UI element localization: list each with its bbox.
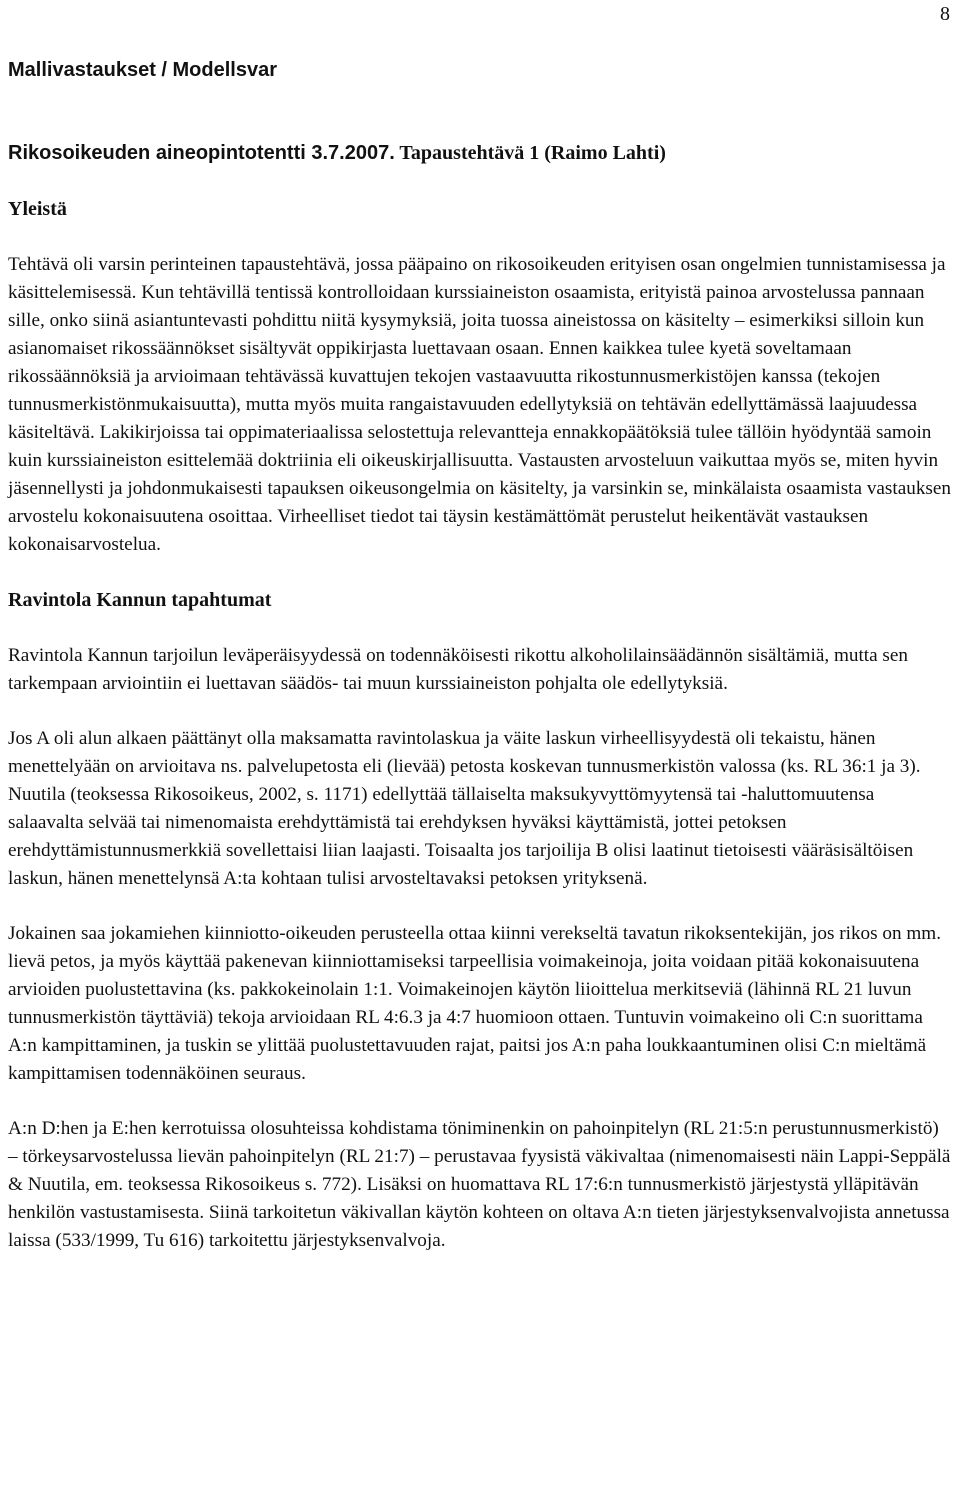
- events-paragraph-1: Ravintola Kannun tarjoilun leväperäisyydessä on todennäköisesti rikottu alkoholilainsäädännön sisältämiä, mutta sen tarkempaan arviointiin ei luettavan säädös- tai muun kurssiaineiston pohjalta ole edellytyksiä.: [8, 645, 909, 694]
- spacer: [8, 223, 952, 251]
- spacer: [8, 1088, 952, 1115]
- exam-title: [8, 139, 952, 167]
- document-header: Mallivastaukset / Modellsvar: [8, 59, 278, 81]
- general-paragraph: Tehtävä oli varsin perinteinen tapaustehtävä, jossa pääpaino on rikosoikeuden erityisen osan ongelmien tunnistamisessa ja käsittelemisessä. Kun tehtävillä tentissä kontrolloidaan kurssiaineiston osaamista, erityistä painoa arvostelussa pannaan sille, onko siinä asiantuntevasti pohdittu niitä kysymyksiä, joita tuossa aineistossa on käsitelty – esimerkiksi silloin kun asianomaiset rikossäännökset sisältyvät oppikirjasta luettavaan osaan. Ennen kaikkea tulee kyetä soveltamaan rikossäännöksiä ja arvioimaan tehtävässä kuvattujen tekojen vastaavuutta rikostunnusmerkistöjen kanssa (tekojen tunnusmerkistönmukaisuutta), mutta myös muita rangaistavuuden edellytyksiä on tehtävän edellyttämässä laajuudessa käsiteltävä. Lakikirjoissa tai oppimateriaalissa selostettuja relevantteja ennakkopäätöksiä tulee tällöin hyödyntää samoin kuin kurssiaineiston esittelemää doktriinia eli oikeuskirjallisuutta. Vastausten arvosteluun vaikuttaa myös se, miten hyvin jäsennellysti ja johdonmukaisesti tapauksen oikeusongelmia on käsitelty, ja varsinkin se, minkälaista osaamista vastauksen arvostelu kokonaisuutena osoittaa. Virheelliset tiedot tai täysin kestämättömät perustelut heikentävät vastauksen kokonaisarvostelua.: [8, 254, 952, 555]
- events-paragraph-3: Jokainen saa jokamiehen kiinniotto-oikeuden perusteella ottaa kiinni verekseltä tavatun rikoksentekijän, jos rikos on mm. lievä petos, ja myös käyttää pakenevan kiinniottamiseksi tarpeellisia voimakeinoja, joita voidaan pitää kokonaisuutena arvioiden puolustettavina (ks. pakkokeinolain 1:1. Voimakeinojen käytön liioittelua merkitseviä (lähinnä RL 21 luvun tunnusmerkistön täyttäviä) tekoja arvioidaan RL 4:6.3 ja 4:7 huomioon ottaen. Tuntuvin voimakeino oli C:n suorittama A:n kampittaminen, ja tuskin se ylittää puolustettavuuden rajat, paitsi jos A:n paha loukkaantuminen olisi C:n mieltämä kampittamisen todennäköinen seuraus.: [8, 923, 942, 1084]
- spacer: [8, 84, 952, 139]
- events-paragraph-2: Jos A oli alun alkaen päättänyt olla maksamatta ravintolaskua ja väite laskun virheellisyydestä oli tekaistu, hänen menettelyään on arvioitava ns. palvelupetosta eli (lievää) petosta koskevan tunnusmerkistön valossa (ks. RL 36:1 ja 3). Nuutila (teoksessa Rikosoikeus, 2002, s. 1171) edellyttää tällaiselta maksukyvyttömyytensä tai -haluttomuutensa salaavalta selvää tai nimenomaista erehdyttämistä tai erehdyksen hyväksi käyttämistä, jottei petoksen erehdyttämistunnusmerkkiä sovellettaisi liian laajasti. Toisaalta jos tarjoilija B olisi laatinut tietoisesti vääräsisältöisen laskun, hänen menettelynsä A:ta kohtaan tulisi arvosteltavaksi petoksen yrityksenä.: [8, 728, 921, 889]
- events-paragraph-4: A:n D:hen ja E:hen kerrotuissa olosuhteissa kohdistama töniminenkin on pahoinpitelyn (RL 21:5:n perustunnusmerkistö) – törkeysarvostelussa lievän pahoinpitelyn (RL 21:7) – perustavaa fyysistä väkivaltaa (nimenomaisesti näin Lappi-Seppälä & Nuutila, em. teoksessa Rikosoikeus s. 772). Lisäksi on huomattava RL 17:6:n tunnusmerkistö järjestystä ylläpitävän henkilön vastustamisesta. Siinä tarkoitetun väkivallan käytön kohteen on oltava A:n tieten järjestyksenvalvojista annetussa laissa (533/1999, Tu 616) tarkoitettu järjestyksenvalvoja.: [8, 1118, 951, 1251]
- spacer: [8, 614, 952, 642]
- exam-title-task: Tapaustehtävä 1 (Raimo Lahti): [394, 142, 666, 164]
- section-heading-general: Yleistä: [8, 198, 67, 220]
- spacer: [8, 893, 952, 920]
- page-number: 8: [940, 3, 950, 25]
- section-heading-events: Ravintola Kannun tapahtumat: [8, 589, 272, 611]
- document-content: [8, 56, 952, 1255]
- spacer: [8, 698, 952, 725]
- spacer: [8, 559, 952, 586]
- spacer: [8, 167, 952, 195]
- exam-title-course: Rikosoikeuden aineopintotentti 3.7.2007.: [8, 142, 395, 164]
